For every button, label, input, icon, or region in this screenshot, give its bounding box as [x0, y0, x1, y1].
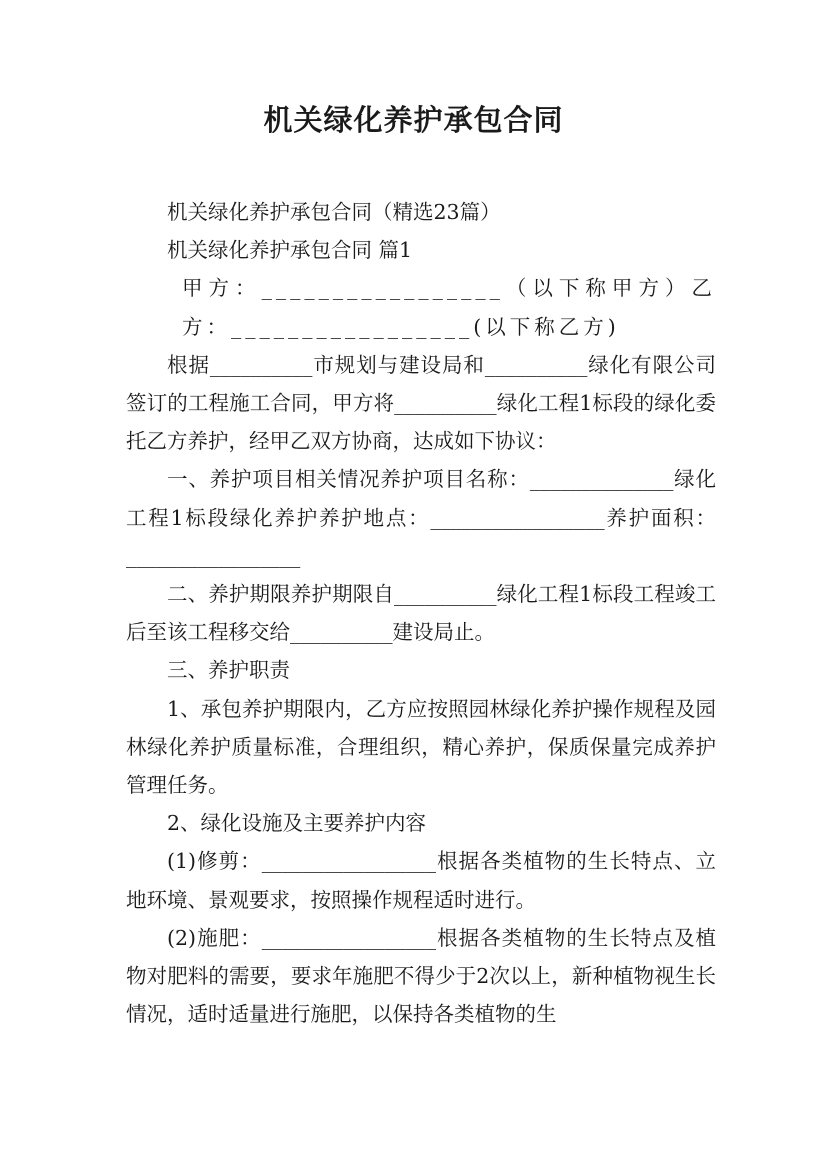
paragraph-fertilizing: (2)施肥：_________________根据各类植物的生长特点及植物对肥料的需要，要求年施肥不得少于2次以上，新种植物视生长情况，适时适量进行施肥，以保持各类植物的生	[126, 925, 716, 1027]
paragraph-subtitle: 机关绿化养护承包合同（精选23篇）	[167, 200, 501, 224]
paragraph-parties: 甲方：_________________（以下称甲方）乙方：_________________(以下称乙方)	[182, 276, 716, 339]
paragraph-section-1: 一、养护项目相关情况养护项目名称：______________绿化工程1标段绿化养护养护地点：_________________养护面积：_________________	[126, 467, 716, 568]
paragraph-clause-1: 1、承包养护期限内，乙方应按照园林绿化养护操作规程及园林绿化养护质量标准，合理组织，精心养护，保质保量完成养护管理任务。	[126, 696, 716, 798]
paragraph-clause-2-heading: 2、绿化设施及主要养护内容	[167, 811, 427, 836]
document-body	[126, 193, 716, 1033]
paragraph-section-2: 二、养护期限养护期限自__________绿化工程1标段工程竣工后至该工程移交给__________建设局止。	[126, 582, 716, 645]
paragraph-pruning: (1)修剪：_________________根据各类植物的生长特点、立地环境、景观要求，按照操作规程适时进行。	[126, 849, 716, 912]
document-title: 机关绿化养护承包合同	[263, 103, 564, 137]
paragraph-preamble: 根据__________市规划与建设局和__________绿化有限公司签订的工程施工合同，甲方将__________绿化工程1标段的绿化委托乙方养护，经甲乙双方协商，达成如下协议：	[126, 352, 716, 454]
paragraph-article-heading: 机关绿化养护承包合同 篇1	[167, 238, 413, 263]
paragraph-section-3-heading: 三、养护职责	[167, 658, 290, 683]
